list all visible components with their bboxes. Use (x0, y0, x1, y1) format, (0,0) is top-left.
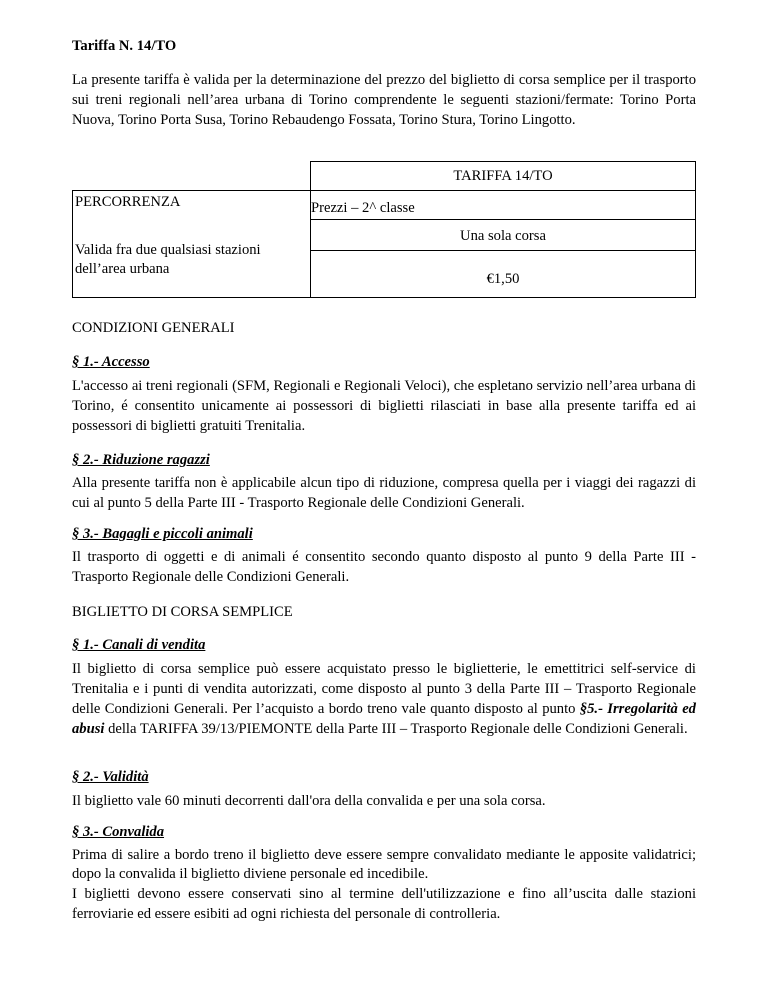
general-section-1-title: § 1.- Accesso (72, 354, 150, 370)
percorrenza-label: PERCORRENZA (75, 194, 181, 210)
general-section-1-text: L'accesso ai treni regionali (SFM, Regionali e Regionali Veloci), che espletano servizio nell’area urbana di Torino, é consentito unicamente ai possessori di biglietti rilasciati in base alla presente tariffa ed ai possessori di biglietti gratuiti Trenitalia. (72, 378, 696, 434)
price-cell (310, 250, 696, 298)
prices-label: Prezzi – 2^ classe (311, 200, 415, 216)
ticket-section-3-title: § 3.- Convalida (72, 824, 165, 840)
prices-cell (310, 190, 696, 220)
ticket-section-1-text-b: della TARIFFA 39/13/PIEMONTE della Parte III – Trasporto Regionale delle Condizioni Generali. (104, 721, 688, 737)
document-title: Tariffa N. 14/TO (72, 38, 177, 54)
ticket-section-2-text: Il biglietto vale 60 minuti decorrenti dall'ora della convalida e per una sola corsa. (72, 793, 546, 809)
ticket-type: Una sola corsa (460, 228, 546, 244)
ticket-section-2-title: § 2.- Validità (72, 769, 149, 785)
general-section-3-title: § 3.- Bagagli e piccoli animali (72, 526, 253, 542)
general-conditions-heading: CONDIZIONI GENERALI (72, 320, 235, 336)
ticket-section-1-title: § 1.- Canali di vendita (72, 637, 206, 653)
ticket-section-1-text-a: Il biglietto di corsa semplice può essere acquistato presso le biglietterie, le emettitrici self-service di Trenitalia e i punti di vendita autorizzati, come disposto al punto 3 della Parte III – Trasporto Regionale delle Condizioni Generali. Per l’acquisto a bordo treno vale quanto disposto al punto (72, 661, 696, 717)
route-text: Valida fra due qualsiasi stazioni dell’area urbana (75, 242, 261, 277)
price-value: €1,50 (486, 271, 520, 287)
general-section-2-text: Alla presente tariffa non è applicabile alcun tipo di riduzione, compresa quella per i viaggi dei ragazzi di cui al punto 5 della Parte III - Trasporto Regionale delle Condizioni Generali. (72, 475, 696, 511)
table-header: TARIFFA 14/TO (453, 168, 553, 184)
ticket-heading: BIGLIETTO DI CORSA SEMPLICE (72, 604, 293, 620)
ticket-section-1-text (72, 659, 696, 739)
ticket-section-3-text-b: I biglietti devono essere conservati sino al termine dell'utilizzazione e fino all’uscita dalle stazioni ferroviarie ed essere esibiti ad ogni richiesta del personale di controlleria. (72, 886, 696, 922)
general-section-2-title: § 2.- Riduzione ragazzi (72, 452, 210, 468)
intro-paragraph: La presente tariffa è valida per la determinazione del prezzo del biglietto di corsa semplice per il trasporto sui treni regionali nell’area urbana di Torino comprendente le seguenti stazioni/fermate: Torino Porta Nuova, Torino Porta Susa, Torino Rebaudengo Fossata, Torino Stura, Torino Lingotto. (72, 72, 696, 128)
table-header-cell (310, 161, 696, 191)
ticket-type-cell (310, 219, 696, 251)
percorrenza-cell (72, 190, 311, 298)
irregularity-reference: §5.- Irregolarità ed abusi (72, 701, 696, 737)
general-section-3-text: Il trasporto di oggetti e di animali é consentito secondo quanto disposto al punto 9 della Parte III - Trasporto Regionale delle Condizioni Generali. (72, 549, 696, 585)
ticket-section-3-text-a: Prima di salire a bordo treno il biglietto deve essere sempre convalidato mediante le apposite validatrici; dopo la convalida il biglietto diviene personale ed incedibile. (72, 847, 696, 882)
